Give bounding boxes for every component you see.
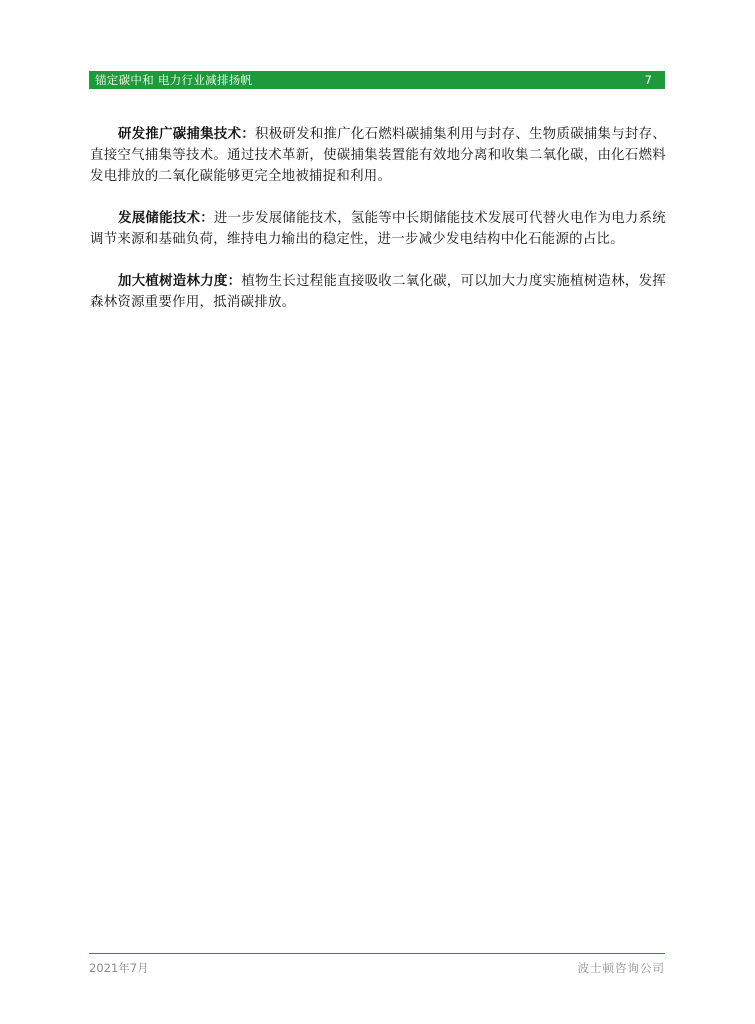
paragraph-lead: 加大植树造林力度： [118,273,242,289]
paragraph-carbon-capture [90,124,666,187]
footer-company: 波士顿咨询公司 [577,961,665,975]
header-bar [89,71,665,89]
page-number: 7 [644,73,652,87]
paragraph-text: 积极研发和推广化石燃料碳捕集利用与封存、生物质碳捕集与封存、直接空气捕集等技术。通过技术革新，使碳捕集装置能有效地分离和收集二氧化碳，由化石燃料发电排放的二氧化碳能够更完全地被捕捉和利用。 [90,127,667,184]
paragraph-text: 进一步发展储能技术，氢能等中长期储能技术发展可代替火电作为电力系统调节来源和基础负荷，维持电力输出的稳定性，进一步减少发电结构中化石能源的占比。 [90,211,666,247]
main-content [90,124,666,334]
footer-divider [89,953,665,954]
header-title: 锚定碳中和 电力行业减排扬帆 [95,73,253,87]
footer-date: 2021年7月 [89,961,149,975]
paragraph-lead: 发展储能技术： [118,210,214,226]
paragraph-afforestation [90,271,666,313]
paragraph-text: 植物生长过程能直接吸收二氧化碳，可以加大力度实施植树造林，发挥森林资源重要作用，抵消碳排放。 [90,274,666,310]
paragraph-lead: 研发推广碳捕集技术： [118,126,256,142]
paragraph-energy-storage [90,208,666,250]
